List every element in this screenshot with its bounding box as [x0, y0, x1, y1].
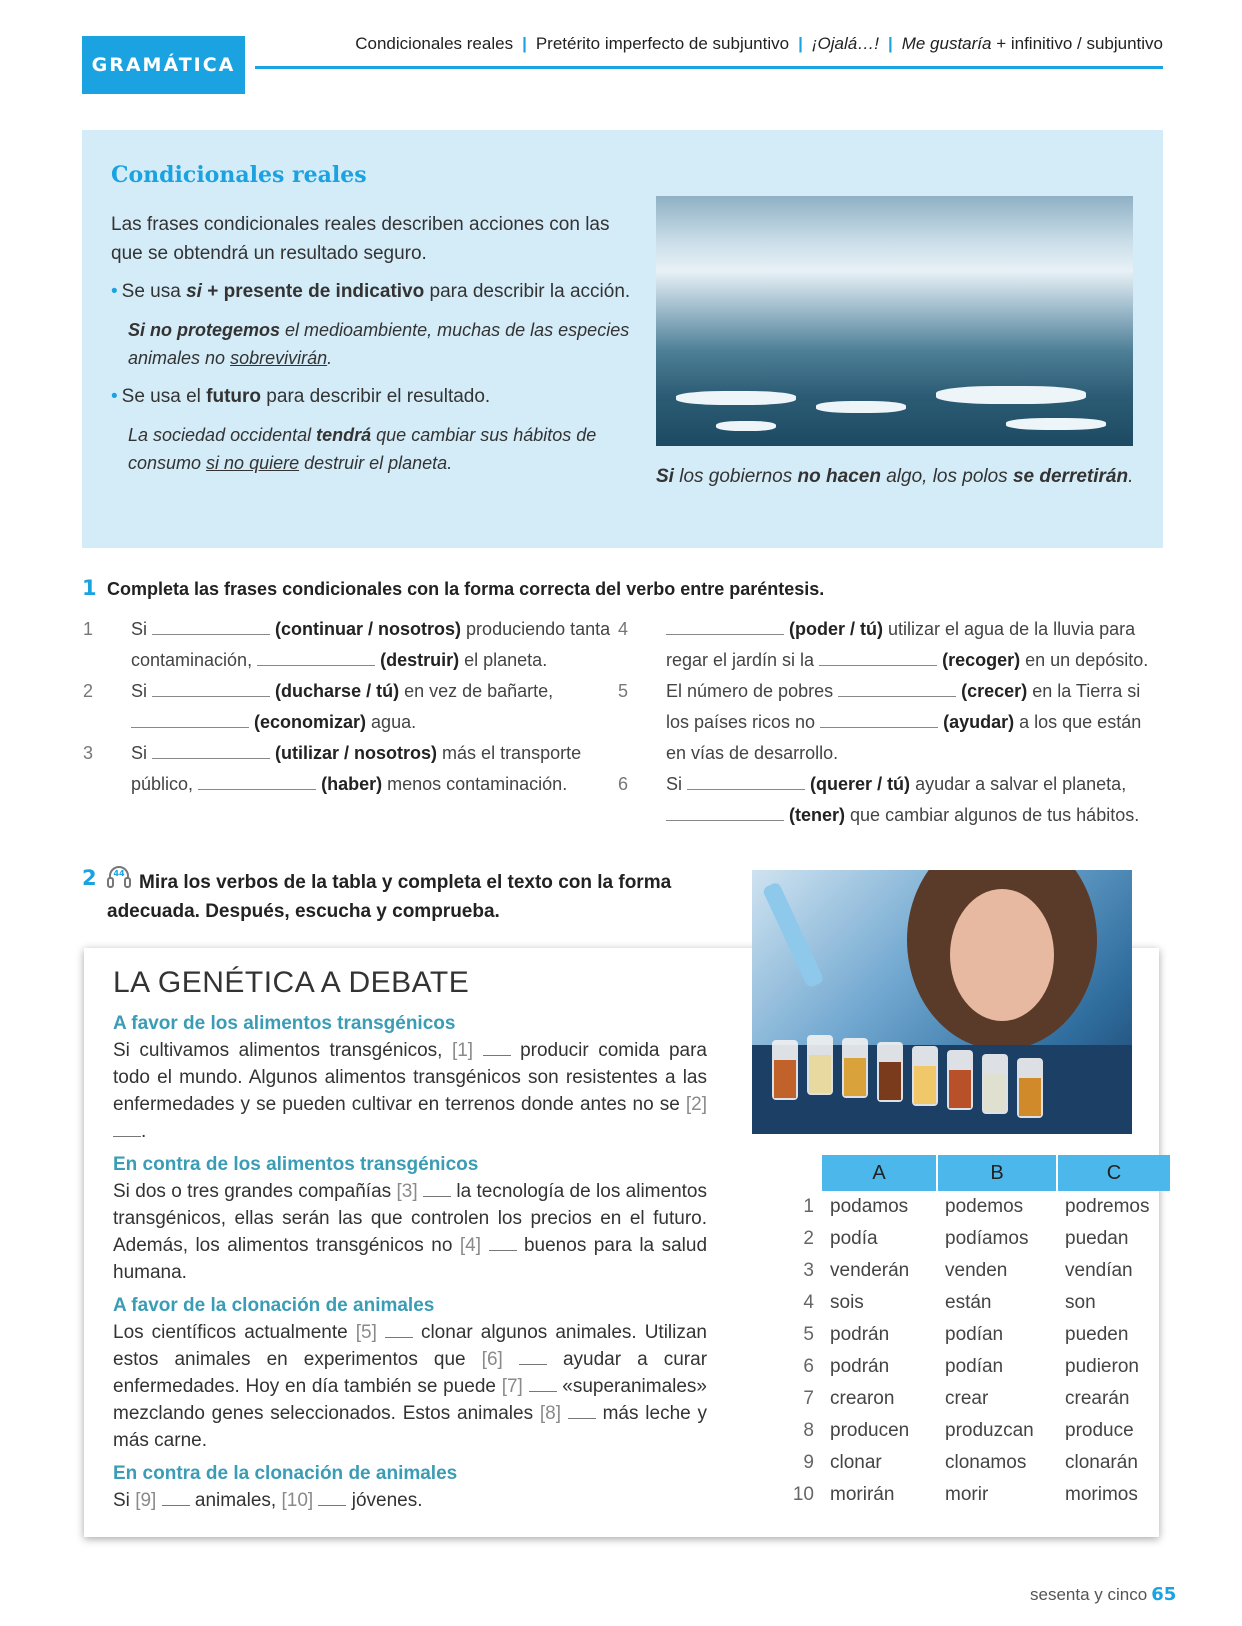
exercise-item: 5 El número de pobres (crecer) en la Tierra si los países ricos no (ayudar) a los que están en vías de desarrollo.: [642, 676, 1162, 769]
grammar-example-2: La sociedad occidental tendrá que cambiar sus hábitos de consumo si no quiere destruir el planeta.: [128, 425, 597, 473]
table-row: 6 podrán podían pudieron: [803, 1356, 1139, 1377]
gap-blank[interactable]: [489, 1236, 517, 1251]
audio-track-number: 44: [113, 869, 125, 878]
gap-blank[interactable]: [483, 1041, 511, 1056]
exercise-1-left-column: [83, 614, 612, 800]
section-tab: GRAMÁTICA: [82, 36, 245, 94]
table-row: 2 podía podíamos puedan: [803, 1228, 1129, 1249]
exercise-number: 1: [82, 576, 97, 600]
table-row: 7 crearon crear crearán: [803, 1388, 1130, 1409]
table-header-row: [784, 1155, 1170, 1191]
gap-blank[interactable]: [385, 1323, 413, 1338]
article-heading: En contra de los alimentos transgénicos: [113, 1154, 479, 1175]
table-row: 4 sois están son: [803, 1292, 1096, 1313]
photo-caption: Si los gobiernos no hacen algo, los polos se derretirán.: [656, 466, 1134, 487]
nav-item: ¡Ojalá…!: [811, 34, 879, 53]
article-heading: A favor de la clonación de animales: [113, 1295, 435, 1316]
article-paragraph: Los científicos actualmente [5] clonar algunos animales. Utilizan estos animales en experimentos que [6] ayudar a curar enfermedades. Hoy en día también se puede [7] «superanimales» mezclando genes seleccionados. Estos animales [8] más leche y más carne.: [113, 1322, 708, 1451]
exercise-1-right-column: [618, 614, 1162, 831]
scientist-photo: [752, 870, 1132, 1134]
nav-item: Me gustaría: [901, 34, 992, 53]
grammar-example-1: Si no protegemos el medioambiente, muchas de las especies animales no sobrevivirán.: [128, 320, 630, 368]
exercise-instruction: Mira los verbos de la tabla y completa el texto con la forma adecuada. Después, escucha y comprueba.: [107, 872, 672, 922]
answer-blank[interactable]: [198, 771, 316, 790]
grammar-intro: Las frases condicionales reales describen acciones con las que se obtendrá un resultado seguro.: [111, 214, 610, 264]
article-paragraph: Si cultivamos alimentos transgénicos, [1] producir comida para todo el mundo. Algunos alimentos transgénicos son resistentes a las enfermedades y se pueden cultivar en terrenos donde antes no se [2] .: [113, 1040, 707, 1142]
gap-blank[interactable]: [162, 1491, 190, 1506]
exercise-item: 1 Si (continuar / nosotros) produciendo tanta contaminación, (destruir) el planeta.: [107, 614, 612, 676]
answer-blank[interactable]: [666, 802, 784, 821]
gap-blank[interactable]: [318, 1491, 346, 1506]
page-number-words: sesenta y cinco: [1030, 1585, 1148, 1604]
table-row: 9 clonar clonamos clonarán: [803, 1452, 1138, 1473]
nav-item: Pretérito imperfecto de subjuntivo: [535, 34, 790, 53]
answer-blank[interactable]: [820, 709, 938, 728]
gap-blank[interactable]: [529, 1377, 557, 1392]
exercise-item: 3 Si (utilizar / nosotros) más el transporte público, (haber) menos contaminación.: [107, 738, 612, 800]
exercise-item: 4 (poder / tú) utilizar el agua de la lluvia para regar el jardín si la (recoger) en un depósito.: [642, 614, 1162, 676]
glacier-photo: [656, 196, 1133, 446]
table-row: 3 venderán venden vendían: [803, 1260, 1133, 1281]
nav-item: Condicionales reales: [355, 34, 514, 53]
nav-item: + infinitivo / subjuntivo: [996, 34, 1163, 53]
answer-blank[interactable]: [131, 709, 249, 728]
article-paragraph: Si [9] animales, [10] jóvenes.: [113, 1490, 423, 1511]
exercise-item: 2 Si (ducharse / tú) en vez de bañarte, (economizar) agua.: [107, 676, 612, 738]
answer-blank[interactable]: [257, 647, 375, 666]
exercise-item: 6 Si (querer / tú) ayudar a salvar el planeta, (tener) que cambiar algunos de tus hábitos.: [642, 769, 1162, 831]
article-heading: En contra de la clonación de animales: [113, 1463, 458, 1484]
answer-blank[interactable]: [819, 647, 937, 666]
answer-blank[interactable]: [838, 678, 956, 697]
grammar-bullet-1: • Se usa si + presente de indicativo para describir la acción.: [111, 281, 631, 302]
answer-blank[interactable]: [666, 616, 784, 635]
topic-nav: Condicionales reales | Pretérito imperfecto de subjuntivo | ¡Ojalá…! | Me gustaría + infinitivo / subjuntivo: [355, 34, 1163, 53]
article-heading: A favor de los alimentos transgénicos: [113, 1013, 456, 1034]
answer-blank[interactable]: [687, 771, 805, 790]
page-number-digits: 65: [1151, 1584, 1177, 1605]
table-row: 5 podrán podían pueden: [803, 1324, 1129, 1345]
article-paragraph: Si dos o tres grandes compañías [3] la tecnología de los alimentos transgénicos, ellas serán las que controlen los precios en el futuro. Además, los alimentos transgénicos no [4] buenos para la salud humana.: [113, 1181, 708, 1283]
answer-blank[interactable]: [152, 678, 270, 697]
header-rule: [255, 66, 1163, 69]
gap-blank[interactable]: [423, 1182, 451, 1197]
gap-blank[interactable]: [568, 1404, 596, 1419]
column-header: C: [1057, 1155, 1170, 1191]
table-row: 1 podamos podemos podremos: [803, 1196, 1150, 1217]
answer-blank[interactable]: [152, 616, 270, 635]
page-number: [1030, 1584, 1176, 1605]
grammar-title: Condicionales reales: [111, 162, 367, 188]
column-header: B: [937, 1155, 1057, 1191]
gap-blank[interactable]: [113, 1122, 141, 1137]
verb-table: [784, 1155, 1170, 1511]
grammar-bullet-2: • Se usa el futuro para describir el resultado.: [111, 386, 491, 407]
column-header: A: [822, 1155, 937, 1191]
gap-blank[interactable]: [519, 1350, 547, 1365]
answer-blank[interactable]: [152, 740, 270, 759]
exercise-number: 2: [82, 866, 97, 890]
table-row: 8 producen produzcan produce: [803, 1420, 1134, 1441]
table-row: 10 morirán morir morimos: [792, 1484, 1138, 1505]
exercise-instruction: Completa las frases condicionales con la forma correcta del verbo entre paréntesis.: [107, 579, 825, 599]
article-body: [113, 1010, 707, 1514]
article-title: LA GENÉTICA A DEBATE: [113, 966, 470, 999]
grammar-content: [111, 210, 631, 477]
